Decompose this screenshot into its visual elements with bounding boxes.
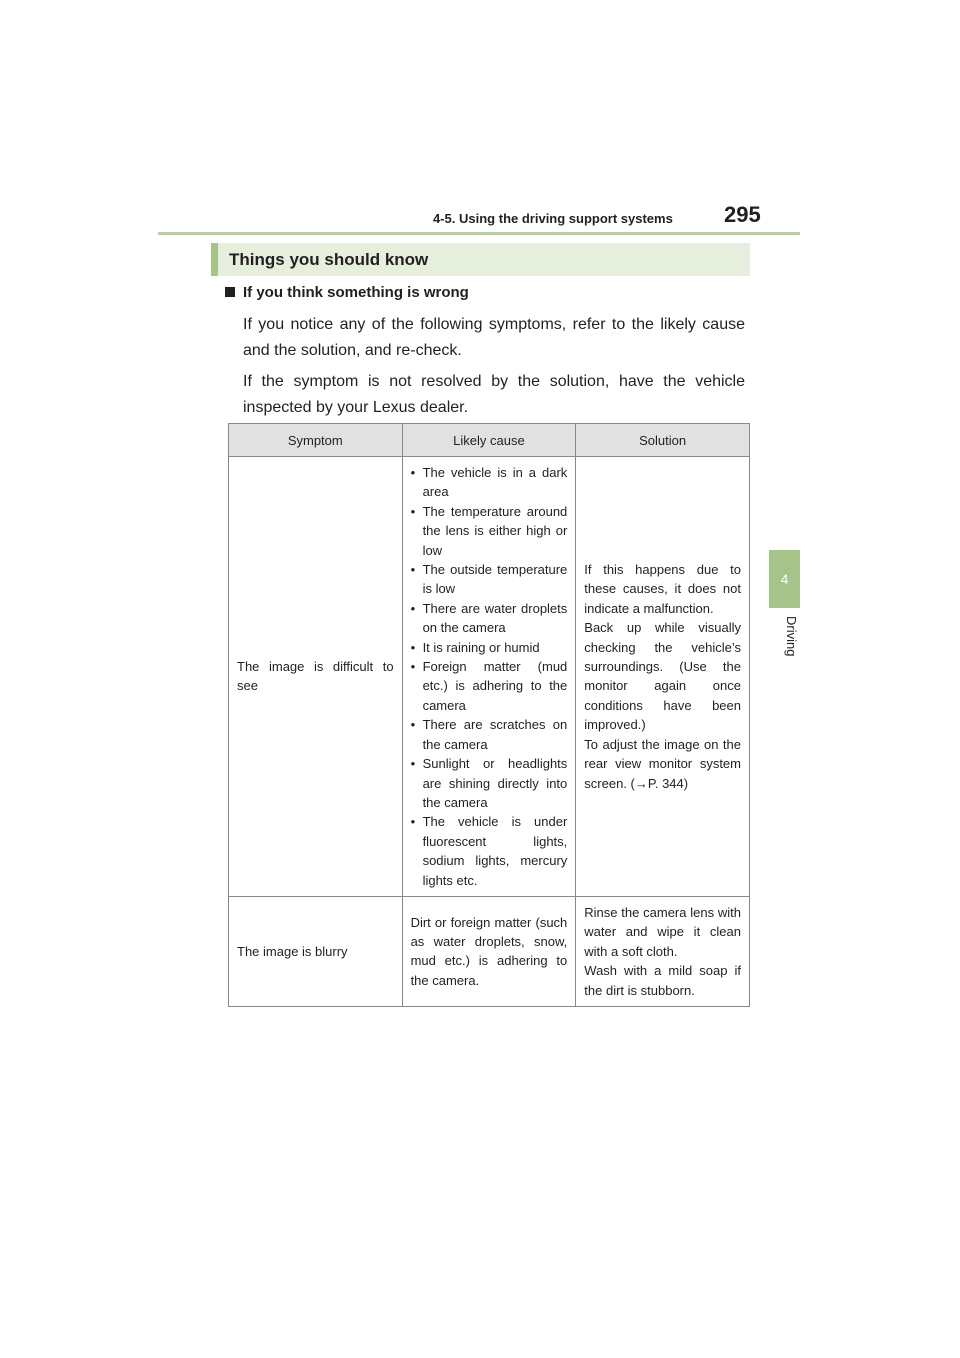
list-item: • There are scratches on the camera (411, 715, 568, 754)
solution-line: Back up while visually checking the vehicle’s surroundings. (Use the monitor again once conditions have been improved.) (584, 620, 741, 733)
header-rule (158, 232, 800, 235)
list-item: • It is raining or humid (411, 638, 568, 657)
symptom-cell: The image is blurry (229, 896, 403, 1006)
column-header-solution: Solution (576, 424, 750, 457)
column-header-symptom: Symptom (229, 424, 403, 457)
symptom-cell: The image is difficult to see (229, 457, 403, 897)
list-item: • The vehicle is in a dark area (411, 463, 568, 502)
column-header-cause: Likely cause (402, 424, 576, 457)
cause-cell: Dirt or foreign matter (such as water droplets, snow, mud etc.) is adhering to the camera. (402, 896, 576, 1006)
box-title: Things you should know (211, 243, 750, 276)
table-row (229, 457, 750, 897)
list-item: • There are water droplets on the camera (411, 599, 568, 638)
list-item: • Sunlight or headlights are shining directly into the camera (411, 754, 568, 812)
paragraph-2: If the symptom is not resolved by the solution, have the vehicle inspected by your Lexus dealer. (243, 373, 745, 416)
solution-line: Wash with a mild soap if the dirt is stubborn. (584, 963, 741, 998)
section-label: 4-5. Using the driving support systems (433, 211, 673, 226)
troubleshooting-table (228, 423, 750, 1007)
table-row (229, 896, 750, 1006)
page-number: 295 (724, 202, 761, 227)
table-header-row (229, 424, 750, 457)
paragraph-1: If you notice any of the following symptoms, refer to the likely cause and the solution, and re-check. (243, 316, 745, 359)
solution-line: If this happens due to these causes, it does not indicate a malfunction. (584, 562, 741, 616)
subheading (225, 284, 469, 301)
solution-line: Rinse the camera lens with water and wipe it clean with a soft cloth. (584, 904, 741, 959)
chapter-tab: 4 (769, 550, 800, 608)
list-item: • Foreign matter (mud etc.) is adhering to the camera (411, 657, 568, 715)
solution-cell (576, 457, 750, 897)
chapter-tab-label: Driving (784, 616, 799, 657)
list-item: • The outside temperature is low (411, 560, 568, 599)
list-item: • The vehicle is under fluorescent lights, sodium lights, mercury lights etc. (411, 812, 568, 890)
solution-line: To adjust the image on the rear view monitor system screen. (→P. 344) (584, 736, 741, 791)
cause-list (411, 463, 568, 890)
solution-cell (576, 896, 750, 1006)
list-item: • The temperature around the lens is either high or low (411, 502, 568, 560)
square-bullet-icon (225, 287, 235, 297)
subheading-text: If you think something is wrong (243, 284, 469, 301)
cause-cell (402, 457, 576, 897)
